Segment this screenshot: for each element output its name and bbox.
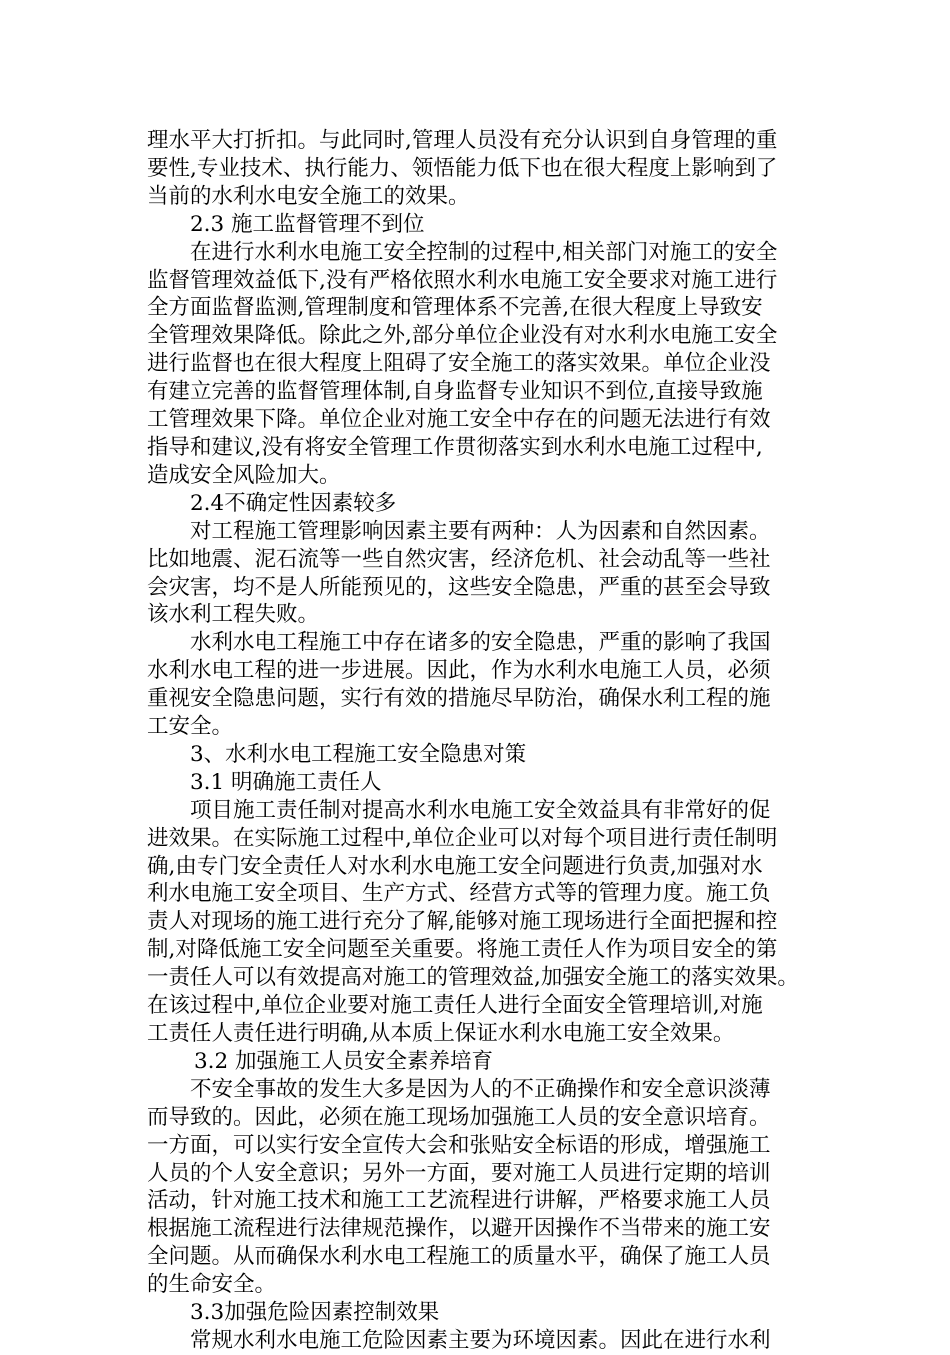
text-line: 责人对现场的施工进行充分了解,能够对施工现场进行全面把握和控: [147, 909, 778, 935]
heading-text: 3.3加强危险因素控制效果: [190, 1300, 440, 1326]
text-line: 有建立完善的监督管理体制,自身监督专业知识不到位,直接导致施: [147, 379, 763, 405]
text-line: 人员的个人安全意识；另外一方面，要对施工人员进行定期的培训: [147, 1160, 771, 1186]
section-heading-2-4: [147, 490, 827, 518]
section-heading-3-2: [147, 1048, 827, 1076]
heading-text: 2.4不确定性因素较多: [190, 490, 397, 516]
heading-text: 2.3 施工监督管理不到位: [190, 211, 425, 237]
text-line: 而导致的。因此，必须在施工现场加强施工人员的安全意识培育。: [147, 1104, 771, 1130]
paragraph: [147, 518, 827, 630]
paragraph: [147, 1327, 827, 1355]
text-line: 水利水电工程施工中存在诸多的安全隐患，严重的影响了我国: [190, 630, 771, 656]
section-heading-3-1: [147, 769, 827, 797]
text-line: 进效果。在实际施工过程中,单位企业可以对每个项目进行责任制明: [147, 825, 778, 851]
text-line: 全方面监督监测,管理制度和管理体系不完善,在很大程度上导致安: [147, 295, 763, 321]
paragraph: [147, 239, 827, 490]
text-line: 会灾害，均不是人所能预见的，这些安全隐患，严重的甚至会导致: [147, 574, 771, 600]
text-line: 要性,专业技术、执行能力、领悟能力低下也在很大程度上影响到了: [147, 155, 778, 181]
section-heading-2-3: [147, 211, 827, 239]
text-line: 重视安全隐患问题，实行有效的措施尽早防治，确保水利工程的施: [147, 686, 771, 712]
text-line: 对工程施工管理影响因素主要有两种：人为因素和自然因素。: [190, 518, 771, 544]
heading-text: 3.2 加强施工人员安全素养培育: [194, 1048, 494, 1074]
text-line: 在进行水利水电施工安全控制的过程中,相关部门对施工的安全: [190, 239, 778, 265]
section-heading-3-3: [147, 1299, 827, 1327]
text-line: 造成安全风险加大。: [147, 462, 341, 488]
text-line: 常规水利水电施工危险因素主要为环境因素。因此在进行水利: [190, 1327, 771, 1353]
text-line: 全问题。从而确保水利水电工程施工的质量水平，确保了施工人员: [147, 1244, 771, 1270]
text-line: 工管理效果下降。单位企业对施工安全中存在的问题无法进行有效: [147, 407, 771, 433]
heading-text: 3.1 明确施工责任人: [190, 769, 382, 795]
text-line: 工安全。: [147, 714, 234, 740]
text-line: 理水平大打折扣。与此同时,管理人员没有充分认识到自身管理的重: [147, 128, 778, 153]
text-line: 制,对降低施工安全问题至关重要。将施工责任人作为项目安全的第: [147, 937, 778, 963]
text-line: 进行监督也在很大程度上阻碍了安全施工的落实效果。单位企业没: [147, 351, 771, 377]
section-heading-3: [147, 741, 827, 769]
paragraph-continued: [147, 127, 827, 211]
document-page: [147, 127, 827, 1355]
text-line: 当前的水利水电安全施工的效果。: [147, 183, 470, 209]
text-line: 确,由专门安全责任人对水利水电施工安全问题进行负责,加强对水: [147, 853, 763, 879]
text-line: 根据施工流程进行法律规范操作，以避开因操作不当带来的施工安: [147, 1216, 771, 1242]
text-line: 不安全事故的发生大多是因为人的不正确操作和安全意识淡薄: [190, 1076, 771, 1102]
paragraph: [147, 1076, 827, 1299]
text-line: 在该过程中,单位企业要对施工责任人进行全面安全管理培训,对施: [147, 993, 763, 1019]
text-line: 一方面，可以实行安全宣传大会和张贴安全标语的形成，增强施工: [147, 1132, 771, 1158]
heading-text: 3、水利水电工程施工安全隐患对策: [190, 741, 527, 767]
text-line: 项目施工责任制对提高水利水电施工安全效益具有非常好的促: [190, 797, 771, 823]
text-line: 一责任人可以有效提高对施工的管理效益,加强安全施工的落实效果。: [147, 965, 799, 991]
text-line: 比如地震、泥石流等一些自然灾害，经济危机、社会动乱等一些社: [147, 546, 771, 572]
text-line: 水利水电工程的进一步进展。因此，作为水利水电施工人员，必须: [147, 658, 771, 684]
text-line: 的生命安全。: [147, 1272, 277, 1298]
text-line: 全管理效果降低。除此之外,部分单位企业没有对水利水电施工安全: [147, 323, 778, 349]
text-line: 监督管理效益低下,没有严格依照水利水电施工安全要求对施工进行: [147, 267, 778, 293]
paragraph: [147, 629, 827, 741]
text-line: 该水利工程失败。: [147, 602, 320, 628]
text-line: 活动，针对施工技术和施工工艺流程进行讲解，严格要求施工人员: [147, 1188, 771, 1214]
text-line: 利水电施工安全项目、生产方式、经营方式等的管理力度。施工负: [147, 881, 771, 907]
text-line: 工责任人责任进行明确,从本质上保证水利水电施工安全效果。: [147, 1021, 735, 1046]
paragraph: [147, 797, 827, 1048]
text-line: 指导和建议,没有将安全管理工作贯彻落实到水利水电施工过程中,: [147, 434, 763, 460]
